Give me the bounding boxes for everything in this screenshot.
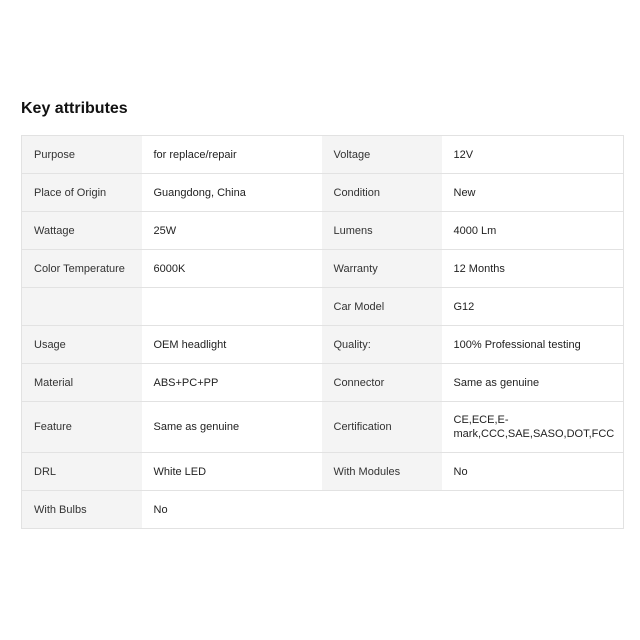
attr-key: [22, 288, 142, 326]
table-row: [22, 364, 624, 402]
attr-value: Same as genuine: [442, 364, 624, 402]
attr-key: Place of Origin: [22, 174, 142, 212]
attr-key: Connector: [322, 364, 442, 402]
attr-key: Voltage: [322, 136, 442, 174]
attr-value: for replace/repair: [142, 136, 322, 174]
attr-key: DRL: [22, 453, 142, 491]
attr-value: White LED: [142, 453, 322, 491]
attr-key: Lumens: [322, 212, 442, 250]
attr-value: [142, 288, 322, 326]
table-row: [22, 326, 624, 364]
table-row: [22, 212, 624, 250]
attr-value: Same as genuine: [142, 402, 322, 453]
attr-value: No: [142, 491, 322, 529]
attr-key: Condition: [322, 174, 442, 212]
attr-value: 100% Professional testing: [442, 326, 624, 364]
attr-key: [322, 491, 442, 529]
attr-value: CE,ECE,E-mark,CCC,SAE,SASO,DOT,FCC: [442, 402, 624, 453]
table-row: [22, 491, 624, 529]
attr-key: Warranty: [322, 250, 442, 288]
table-row: [22, 174, 624, 212]
attr-key: Certification: [322, 402, 442, 453]
attr-value: New: [442, 174, 624, 212]
attr-value: G12: [442, 288, 624, 326]
attr-value: 4000 Lm: [442, 212, 624, 250]
table-row: [22, 288, 624, 326]
attr-value: ABS+PC+PP: [142, 364, 322, 402]
attr-key: Color Temperature: [22, 250, 142, 288]
attr-key: Material: [22, 364, 142, 402]
attr-value: No: [442, 453, 624, 491]
attr-key: Wattage: [22, 212, 142, 250]
section-title: Key attributes: [21, 100, 128, 117]
attr-key: With Bulbs: [22, 491, 142, 529]
attr-value: OEM headlight: [142, 326, 322, 364]
table-row: [22, 250, 624, 288]
attr-key: With Modules: [322, 453, 442, 491]
key-attributes-table: [21, 135, 624, 529]
attr-value: 12 Months: [442, 250, 624, 288]
table-row: [22, 453, 624, 491]
attr-value: 6000K: [142, 250, 322, 288]
attr-value: 25W: [142, 212, 322, 250]
table-row: [22, 402, 624, 453]
attr-value: 12V: [442, 136, 624, 174]
attr-value: [442, 491, 624, 529]
attr-key: Purpose: [22, 136, 142, 174]
table-row: [22, 136, 624, 174]
attr-value: Guangdong, China: [142, 174, 322, 212]
attr-key: Quality:: [322, 326, 442, 364]
attr-key: Car Model: [322, 288, 442, 326]
attr-key: Usage: [22, 326, 142, 364]
attr-key: Feature: [22, 402, 142, 453]
